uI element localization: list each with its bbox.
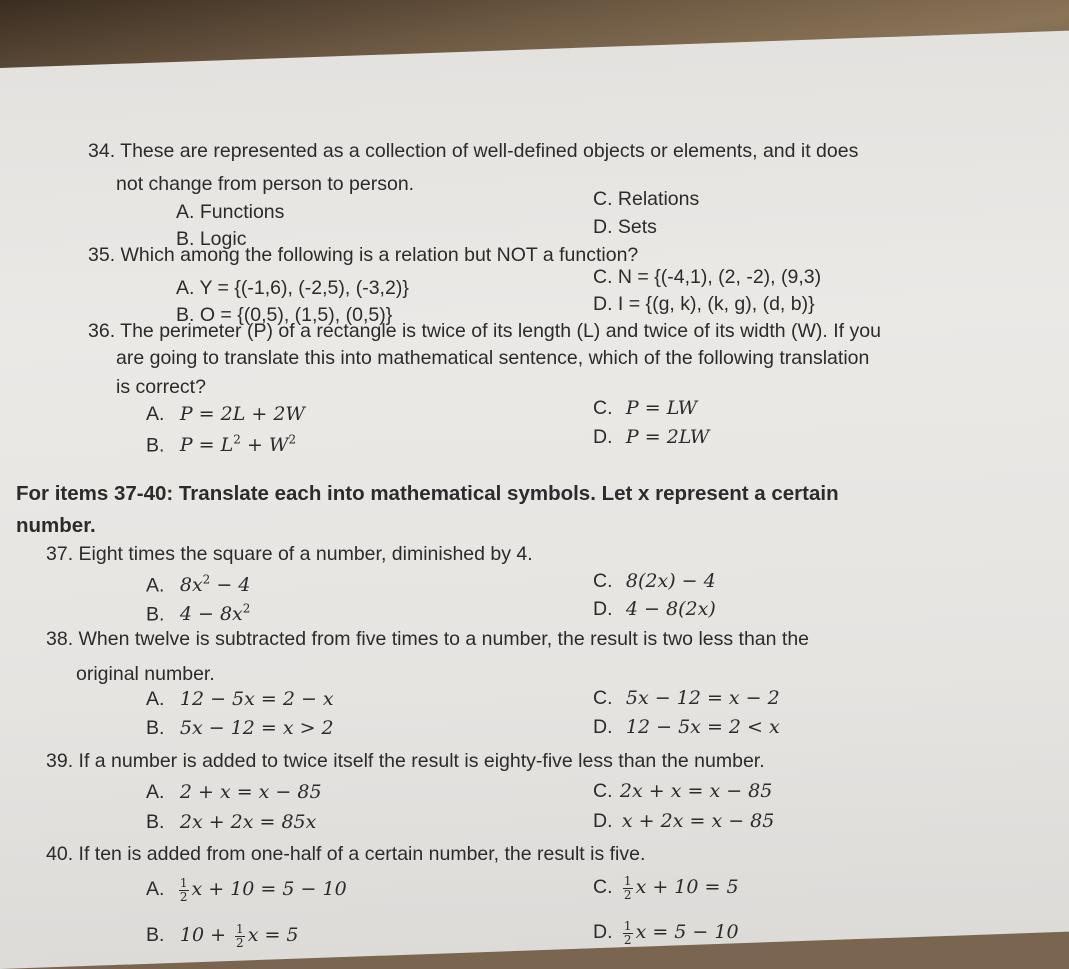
fraction-one-half: $\frac{1}{2}$ [179, 876, 188, 904]
q34-stem-line1: 34. These are represented as a collection of well-defined objects or elements, and it does [88, 140, 859, 162]
q40-option-b-expr: 10 + $\frac{1}{2}$ x = 5 [179, 922, 299, 950]
q39-option-d [593, 812, 774, 832]
q36-stem-line1: 36. The perimeter (P) of a rectangle is twice of its length (L) and twice of its width (W). If you [88, 320, 881, 342]
q39-option-a-label: A. [146, 781, 165, 803]
fraction-one-half: $\frac{1}{2}$ [623, 919, 632, 947]
q37-option-d [593, 600, 716, 620]
q38-option-a-expr: 12 − 5x = 2 − x [179, 688, 334, 710]
q38-option-c [593, 689, 780, 709]
q34-option-d: D. Sets [593, 216, 657, 238]
q39-option-d-label: D. [593, 810, 613, 832]
q35-option-c: C. N = {(-4,1), (2, -2), (9,3) [593, 266, 822, 288]
fraction-one-half: $\frac{1}{2}$ [623, 874, 632, 902]
q39-option-d-expr: x + 2x = x − 85 [621, 810, 775, 832]
q35-option-b: B. O = {(0,5), (1,5), (0,5)} [176, 304, 393, 326]
q37-option-c [593, 572, 716, 592]
q35-option-d: D. I = {(g, k), (k, g), (d, b)} [593, 293, 815, 315]
q40-option-d-expr: $\frac{1}{2}$ x = 5 − 10 [623, 919, 739, 947]
q37-option-a-expr: $8x^2 - 4$ [179, 573, 251, 597]
q40-option-d-label: D. [593, 921, 613, 944]
q38-option-d [593, 718, 780, 738]
q38-option-b-label: B. [146, 717, 165, 739]
q34-option-b: B. Logic [176, 228, 247, 250]
q37-option-c-label: C. [593, 570, 613, 592]
q40-option-d [593, 920, 739, 946]
q38-option-d-label: D. [593, 716, 613, 738]
q39-option-b [146, 813, 316, 833]
q40-option-a-expr: $\frac{1}{2}$ x + 10 = 5 − 10 [179, 876, 347, 904]
q37-option-d-expr: 4 − 8(2x) [625, 598, 716, 620]
q36-option-d-expr: P = 2LW [625, 426, 710, 448]
q40-option-c-label: C. [593, 876, 613, 899]
q38-option-c-label: C. [593, 687, 613, 709]
q36-option-b [146, 434, 296, 456]
q38-option-a [146, 690, 334, 710]
q40-option-a [146, 877, 347, 903]
q35-option-a: A. Y = {(-1,6), (-2,5), (-3,2)} [176, 277, 409, 299]
q37-option-a [146, 574, 250, 596]
q37-stem: 37. Eight times the square of a number, diminished by 4. [46, 543, 533, 565]
q36-option-c [593, 399, 697, 419]
q39-option-b-label: B. [146, 811, 165, 833]
q36-stem-line3: is correct? [116, 376, 206, 398]
q40-option-a-label: A. [146, 878, 165, 901]
q34-option-a: A. Functions [176, 201, 285, 223]
q34-option-c: C. Relations [593, 188, 700, 210]
q37-option-b-label: B. [146, 603, 165, 626]
q39-option-c-expr: 2x + x = x − 85 [619, 780, 773, 802]
q36-option-a-expr: P = 2L + 2W [179, 403, 305, 425]
q36-option-a [146, 405, 305, 425]
q38-stem-line1: 38. When twelve is subtracted from five times to a number, the result is two less than the [46, 628, 810, 650]
q39-option-a-expr: 2 + x = x − 85 [179, 781, 322, 803]
q37-option-b [146, 603, 250, 625]
q36-option-a-label: A. [146, 403, 165, 425]
q36-option-c-expr: P = LW [625, 397, 698, 419]
q36-option-d-label: D. [593, 426, 613, 448]
fraction-one-half: $\frac{1}{2}$ [236, 922, 244, 950]
q39-option-c-label: C. [593, 780, 613, 802]
q36-stem-line2: are going to translate this into mathematical sentence, which of the following translation [116, 347, 870, 369]
q38-option-a-label: A. [146, 688, 165, 710]
q39-option-c [593, 782, 772, 802]
q38-option-c-expr: 5x − 12 = x − 2 [625, 687, 780, 709]
q40-stem: 40. If ten is added from one-half of a certain number, the result is five. [46, 843, 646, 865]
q35-stem: 35. Which among the following is a relation but NOT a function? [88, 244, 639, 266]
q36-option-b-expr: $P = L^2 + W^2$ [179, 433, 297, 457]
q38-option-b-expr: 5x − 12 = x > 2 [179, 717, 334, 739]
q36-option-d [593, 428, 709, 448]
q40-option-c [593, 875, 739, 901]
q37-option-b-expr: $4 - 8x^2$ [179, 602, 251, 626]
q34-stem-line2: not change from person to person. [116, 173, 415, 195]
q38-option-b [146, 719, 334, 739]
q39-option-b-expr: 2x + 2x = 85x [179, 811, 317, 833]
section-instructions-line2: number. [16, 514, 96, 537]
q36-option-b-label: B. [146, 434, 165, 457]
q37-option-d-label: D. [593, 598, 613, 620]
section-instructions-line1: For items 37-40: Translate each into mathematical symbols. Let x represent a certain [16, 482, 839, 505]
q40-option-b [146, 923, 299, 949]
q39-option-a [146, 783, 322, 803]
q38-stem-line2: original number. [76, 663, 215, 685]
q36-option-c-label: C. [593, 397, 613, 419]
q40-option-c-expr: $\frac{1}{2}$ x + 10 = 5 [623, 874, 739, 902]
q37-option-a-label: A. [146, 574, 165, 597]
q37-option-c-expr: 8(2x) − 4 [625, 570, 716, 592]
q38-option-d-expr: 12 − 5x = 2 < x [625, 716, 780, 738]
q39-stem: 39. If a number is added to twice itself the result is eighty-five less than the number. [46, 750, 765, 772]
q40-option-b-label: B. [146, 924, 165, 947]
